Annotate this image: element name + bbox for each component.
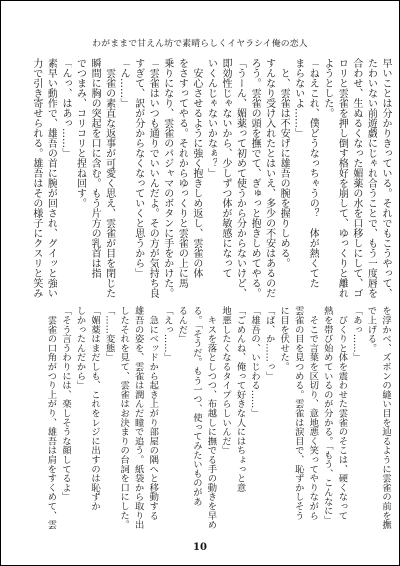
text-column: 「あっ……」: [350, 306, 362, 362]
text-column: キスを落としつつ、布越しに撫でる手の動きを早め: [205, 306, 217, 530]
text-column: 「ん……」: [118, 58, 130, 108]
text-column: 熱を帯び始めているのが分かる。「もう、こんなに」: [321, 306, 333, 525]
lower-text-tier: [28, 306, 392, 530]
text-column: ロリと雲雀を押し倒す格好を崩して、ゆっくりと離れ: [336, 58, 348, 298]
text-column: を浮かべ、ズボンの縫い目を辿るように雲雀の前を撫: [380, 306, 391, 530]
text-column: 「ごめんね、俺って好きな人にはちょっと意: [234, 306, 246, 492]
text-column: と、雲雀は不安げに雄吾の腕を握りしめる。: [278, 58, 290, 268]
upper-text-tier: [28, 58, 392, 300]
text-column: すぎて、訳が分からなくなっていくと思うから」: [132, 58, 144, 278]
text-column: 「うーん、媚薬って初めて使うから分からないけど、: [234, 58, 246, 298]
text-column: したそれを見て、雲雀はお決まりの台詞を口にした。: [118, 306, 130, 530]
text-column: 「えっ……」: [161, 306, 173, 362]
text-column: で上げる。: [365, 306, 377, 353]
text-column: すんなり受け入れたとはいえ、多少の不安はあるのだ: [263, 58, 275, 298]
text-column: 雲雀の目を見つめる。雲雀は涙目で、恥ずかしそう: [292, 306, 304, 520]
text-column: 地悪したくなるタイプらしいんだ」: [219, 306, 231, 455]
text-column: たわいない前遊戯にじゃれ合うことで、もう一度唇を: [365, 58, 377, 298]
text-column: 急にベッドから起き上がり部屋の隅へと移動する: [147, 306, 159, 520]
text-column: 安心させるように強く抱きしめ返し、雲雀の体: [190, 58, 202, 278]
text-column: 雲雀の口角がつり上がり、雄吾は肩をすくめて、雲: [45, 306, 57, 530]
text-column: る。「そうだ。もう一つ、使ってみたいものがあ: [190, 306, 202, 506]
text-column: をさすってやる。それからゆっくりと雲雀の上に馬: [176, 58, 188, 288]
text-column: 「んっ、はあっ……」: [59, 58, 71, 158]
text-column: 乗りになり、雲雀のパジャマのボタンに手をかけた。: [161, 58, 173, 298]
text-column: に目を伏せた。: [278, 306, 290, 372]
text-column: 「雄吾の、いじわる……」: [249, 306, 261, 418]
text-column: 雲雀の素直な返事が可愛く思え、雲雀が目を閉じた: [103, 58, 115, 298]
text-column: 「媚薬はまだしも、これをレジに出すのは恥ずか: [89, 306, 101, 511]
text-column: 「そう言うわりには、楽しそうな顔してるよ」: [59, 306, 71, 502]
text-column: まらないよ……」: [292, 58, 304, 138]
text-column: 「雲雀はいつも通りでいいんだよ。その方が気持ち良: [147, 58, 159, 298]
text-column: ようとした。: [321, 58, 333, 118]
text-column: でつまみ、コリコリと捏ね回す。: [74, 58, 86, 208]
text-column: 即効性じゃないから、少しずつ体が敏感になって: [219, 58, 231, 278]
text-column: 早いことは分かりきっている。それでもこうやって、: [380, 58, 391, 298]
text-column: しかったんだから」: [74, 306, 86, 390]
text-column: 瞬間に胸の突起を口に含む。もう片方の乳首は指: [89, 58, 101, 278]
text-column: 合わせ、生ぬるくなった媚薬の水を口移しにして、ゴ: [350, 58, 362, 298]
text-column: 雄吾の姿を、雲雀は潤んだ瞳で追う。紙袋から取り出: [132, 306, 144, 530]
text-column: 素早い動作で、雄吾の首に腕が回され、グイッと強い: [45, 58, 57, 298]
text-column: 「……変態」: [103, 306, 115, 362]
text-column: そこで言葉を区切り、意地悪く笑ってやりながら: [307, 306, 319, 520]
text-column: ろう。雲雀の頭を撫でて、ぎゅっと抱きしめてやる。: [249, 58, 261, 298]
text-column: いくんじゃないかなぁ？」: [205, 58, 217, 178]
text-column: 「ねえこれ、僕どうなっちゃうの？ 体が熱くてた: [307, 58, 319, 288]
page-number: 10: [193, 542, 207, 553]
text-column: るんだ」: [176, 306, 188, 344]
text-column: 力で引き寄せられる。雄吾はその様子にクスリと笑み: [30, 58, 42, 298]
text-column: びくりと体を震わせた雲雀のそこは、硬くなって: [336, 306, 348, 520]
text-column: 「ば、か……っ」: [263, 306, 275, 381]
running-title: わがままで甘えん坊で素晴らしくイヤラシイ俺の恋人: [92, 39, 308, 49]
